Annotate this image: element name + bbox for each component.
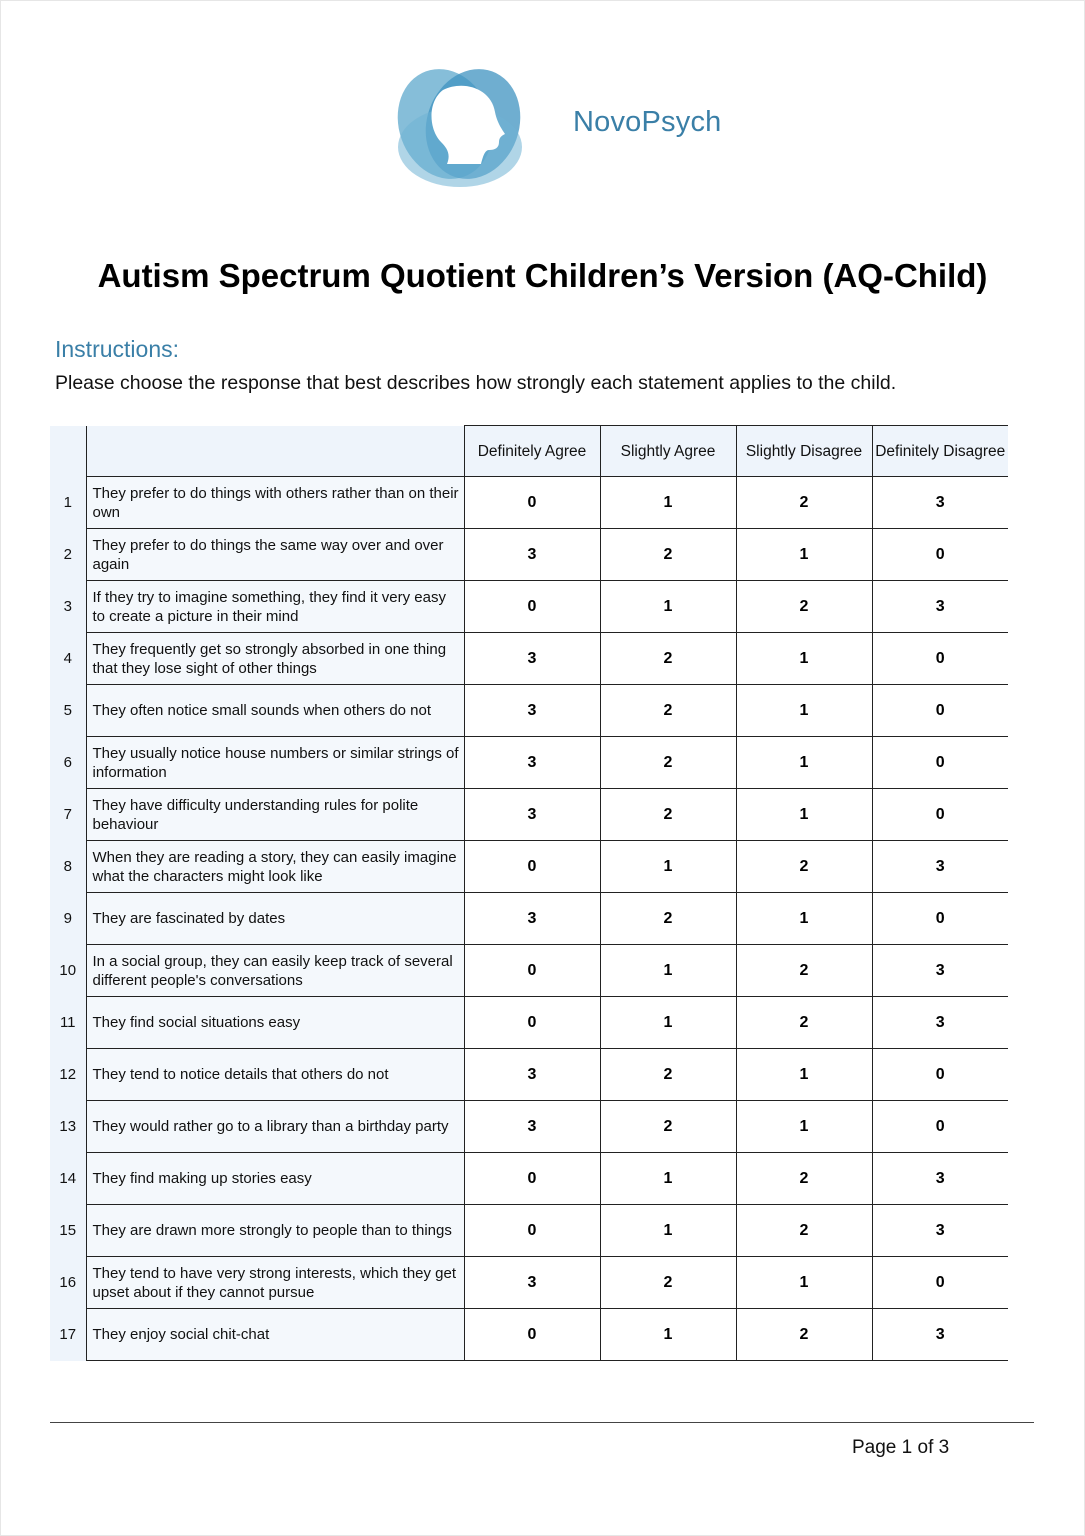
score-slightly-agree[interactable]: 1 bbox=[600, 1153, 736, 1205]
score-definitely-agree[interactable]: 3 bbox=[464, 1049, 600, 1101]
score-slightly-agree[interactable]: 2 bbox=[600, 633, 736, 685]
score-definitely-agree[interactable]: 0 bbox=[464, 1309, 600, 1361]
item-statement: They are drawn more strongly to people than to things bbox=[86, 1205, 464, 1257]
item-statement: When they are reading a story, they can easily imagine what the characters might look like bbox=[86, 841, 464, 893]
item-statement: They are fascinated by dates bbox=[86, 893, 464, 945]
score-definitely-agree[interactable]: 0 bbox=[464, 945, 600, 997]
score-definitely-disagree[interactable]: 0 bbox=[872, 633, 1008, 685]
item-statement: They frequently get so strongly absorbed in one thing that they lose sight of other things bbox=[86, 633, 464, 685]
item-number: 7 bbox=[50, 789, 86, 841]
item-statement: They would rather go to a library than a birthday party bbox=[86, 1101, 464, 1153]
item-statement: They prefer to do things the same way over and over again bbox=[86, 529, 464, 581]
score-definitely-disagree[interactable]: 0 bbox=[872, 1049, 1008, 1101]
table-row bbox=[50, 685, 1008, 737]
table-row bbox=[50, 945, 1008, 997]
score-slightly-agree[interactable]: 1 bbox=[600, 1309, 736, 1361]
table-row bbox=[50, 581, 1008, 633]
score-slightly-agree[interactable]: 2 bbox=[600, 1101, 736, 1153]
table-row bbox=[50, 1153, 1008, 1205]
item-statement: In a social group, they can easily keep track of several different people's conversations bbox=[86, 945, 464, 997]
score-slightly-agree[interactable]: 2 bbox=[600, 1049, 736, 1101]
item-number: 8 bbox=[50, 841, 86, 893]
score-slightly-disagree[interactable]: 2 bbox=[736, 581, 872, 633]
questionnaire-table bbox=[50, 425, 1008, 1361]
score-slightly-agree[interactable]: 2 bbox=[600, 1257, 736, 1309]
score-definitely-agree[interactable]: 3 bbox=[464, 737, 600, 789]
table-row bbox=[50, 1257, 1008, 1309]
score-slightly-disagree[interactable]: 2 bbox=[736, 841, 872, 893]
score-slightly-agree[interactable]: 1 bbox=[600, 997, 736, 1049]
item-number: 12 bbox=[50, 1049, 86, 1101]
score-slightly-disagree[interactable]: 2 bbox=[736, 477, 872, 529]
instructions-text: Please choose the response that best describes how strongly each statement applies to the child. bbox=[55, 372, 897, 394]
score-slightly-disagree[interactable]: 2 bbox=[736, 1153, 872, 1205]
header-number-cell bbox=[50, 426, 86, 477]
header-definitely-agree: Definitely Agree bbox=[464, 426, 600, 477]
item-number: 14 bbox=[50, 1153, 86, 1205]
score-slightly-disagree[interactable]: 1 bbox=[736, 633, 872, 685]
table-row bbox=[50, 893, 1008, 945]
table-row bbox=[50, 789, 1008, 841]
score-slightly-agree[interactable]: 1 bbox=[600, 581, 736, 633]
item-number: 6 bbox=[50, 737, 86, 789]
item-number: 5 bbox=[50, 685, 86, 737]
item-statement: They prefer to do things with others rather than on their own bbox=[86, 477, 464, 529]
score-slightly-disagree[interactable]: 1 bbox=[736, 529, 872, 581]
header-statement-cell bbox=[86, 426, 464, 477]
table-row bbox=[50, 841, 1008, 893]
item-statement: They often notice small sounds when others do not bbox=[86, 685, 464, 737]
score-definitely-disagree[interactable]: 0 bbox=[872, 1257, 1008, 1309]
score-slightly-disagree[interactable]: 1 bbox=[736, 1257, 872, 1309]
head-profile-logo-icon bbox=[385, 52, 535, 192]
score-slightly-disagree[interactable]: 1 bbox=[736, 1049, 872, 1101]
item-number: 1 bbox=[50, 477, 86, 529]
score-definitely-disagree[interactable]: 3 bbox=[872, 841, 1008, 893]
header-slightly-agree: Slightly Agree bbox=[600, 426, 736, 477]
item-number: 11 bbox=[50, 997, 86, 1049]
table-row bbox=[50, 997, 1008, 1049]
header-slightly-disagree: Slightly Disagree bbox=[736, 426, 872, 477]
table-row bbox=[50, 633, 1008, 685]
score-definitely-agree[interactable]: 3 bbox=[464, 529, 600, 581]
item-number: 2 bbox=[50, 529, 86, 581]
score-definitely-agree[interactable]: 3 bbox=[464, 685, 600, 737]
header-row bbox=[50, 426, 1008, 477]
score-slightly-disagree[interactable]: 1 bbox=[736, 789, 872, 841]
score-definitely-disagree[interactable]: 3 bbox=[872, 1153, 1008, 1205]
item-number: 15 bbox=[50, 1205, 86, 1257]
score-slightly-agree[interactable]: 2 bbox=[600, 893, 736, 945]
score-definitely-agree[interactable]: 3 bbox=[464, 1257, 600, 1309]
item-statement: They have difficulty understanding rules for polite behaviour bbox=[86, 789, 464, 841]
score-definitely-disagree[interactable]: 0 bbox=[872, 529, 1008, 581]
score-slightly-disagree[interactable]: 2 bbox=[736, 997, 872, 1049]
item-number: 16 bbox=[50, 1257, 86, 1309]
score-definitely-disagree[interactable]: 0 bbox=[872, 685, 1008, 737]
item-number: 13 bbox=[50, 1101, 86, 1153]
score-definitely-disagree[interactable]: 0 bbox=[872, 789, 1008, 841]
score-definitely-disagree[interactable]: 0 bbox=[872, 737, 1008, 789]
item-statement: If they try to imagine something, they find it very easy to create a picture in their mind bbox=[86, 581, 464, 633]
score-slightly-agree[interactable]: 2 bbox=[600, 737, 736, 789]
score-slightly-agree[interactable]: 1 bbox=[600, 477, 736, 529]
item-statement: They usually notice house numbers or similar strings of information bbox=[86, 737, 464, 789]
item-number: 3 bbox=[50, 581, 86, 633]
score-slightly-agree[interactable]: 1 bbox=[600, 841, 736, 893]
table-row bbox=[50, 1101, 1008, 1153]
score-definitely-disagree[interactable]: 3 bbox=[872, 1309, 1008, 1361]
score-slightly-agree[interactable]: 1 bbox=[600, 1205, 736, 1257]
score-slightly-disagree[interactable]: 1 bbox=[736, 737, 872, 789]
score-slightly-disagree[interactable]: 2 bbox=[736, 1309, 872, 1361]
table-row bbox=[50, 1205, 1008, 1257]
score-definitely-agree[interactable]: 3 bbox=[464, 633, 600, 685]
item-number: 9 bbox=[50, 893, 86, 945]
item-statement: They find making up stories easy bbox=[86, 1153, 464, 1205]
table-row bbox=[50, 529, 1008, 581]
score-definitely-agree[interactable]: 0 bbox=[464, 1205, 600, 1257]
brand-name: NovoPsych bbox=[573, 106, 722, 138]
item-statement: They tend to notice details that others do not bbox=[86, 1049, 464, 1101]
page-title: Autism Spectrum Quotient Children’s Version (AQ-Child) bbox=[97, 257, 988, 294]
score-definitely-agree[interactable]: 0 bbox=[464, 997, 600, 1049]
score-definitely-disagree[interactable]: 3 bbox=[872, 1205, 1008, 1257]
header-definitely-disagree: Definitely Disagree bbox=[872, 426, 1008, 477]
score-definitely-disagree[interactable]: 3 bbox=[872, 945, 1008, 997]
score-slightly-disagree[interactable]: 2 bbox=[736, 945, 872, 997]
item-statement: They find social situations easy bbox=[86, 997, 464, 1049]
score-definitely-disagree[interactable]: 3 bbox=[872, 997, 1008, 1049]
score-definitely-agree[interactable]: 0 bbox=[464, 581, 600, 633]
score-slightly-agree[interactable]: 2 bbox=[600, 529, 736, 581]
score-definitely-agree[interactable]: 3 bbox=[464, 893, 600, 945]
score-definitely-disagree[interactable]: 0 bbox=[872, 893, 1008, 945]
score-slightly-disagree[interactable]: 2 bbox=[736, 1205, 872, 1257]
score-definitely-disagree[interactable]: 3 bbox=[872, 477, 1008, 529]
score-slightly-agree[interactable]: 2 bbox=[600, 685, 736, 737]
score-slightly-disagree[interactable]: 1 bbox=[736, 685, 872, 737]
item-number: 17 bbox=[50, 1309, 86, 1361]
item-statement: They tend to have very strong interests, which they get upset about if they cannot pursue bbox=[86, 1257, 464, 1309]
page-number: Page 1 of 3 bbox=[852, 1437, 950, 1458]
item-number: 4 bbox=[50, 633, 86, 685]
score-slightly-agree[interactable]: 2 bbox=[600, 789, 736, 841]
score-slightly-disagree[interactable]: 1 bbox=[736, 1101, 872, 1153]
table-row bbox=[50, 737, 1008, 789]
footer-divider bbox=[50, 1422, 1034, 1423]
score-slightly-agree[interactable]: 1 bbox=[600, 945, 736, 997]
instructions-heading: Instructions: bbox=[55, 336, 179, 362]
table-row bbox=[50, 1309, 1008, 1361]
score-definitely-disagree[interactable]: 3 bbox=[872, 581, 1008, 633]
score-definitely-agree[interactable]: 3 bbox=[464, 789, 600, 841]
table-row bbox=[50, 1049, 1008, 1101]
score-definitely-agree[interactable]: 0 bbox=[464, 477, 600, 529]
score-definitely-agree[interactable]: 3 bbox=[464, 1101, 600, 1153]
score-definitely-disagree[interactable]: 0 bbox=[872, 1101, 1008, 1153]
score-slightly-disagree[interactable]: 1 bbox=[736, 893, 872, 945]
score-definitely-agree[interactable]: 0 bbox=[464, 841, 600, 893]
item-number: 10 bbox=[50, 945, 86, 997]
item-statement: They enjoy social chit-chat bbox=[86, 1309, 464, 1361]
score-definitely-agree[interactable]: 0 bbox=[464, 1153, 600, 1205]
table-row bbox=[50, 477, 1008, 529]
